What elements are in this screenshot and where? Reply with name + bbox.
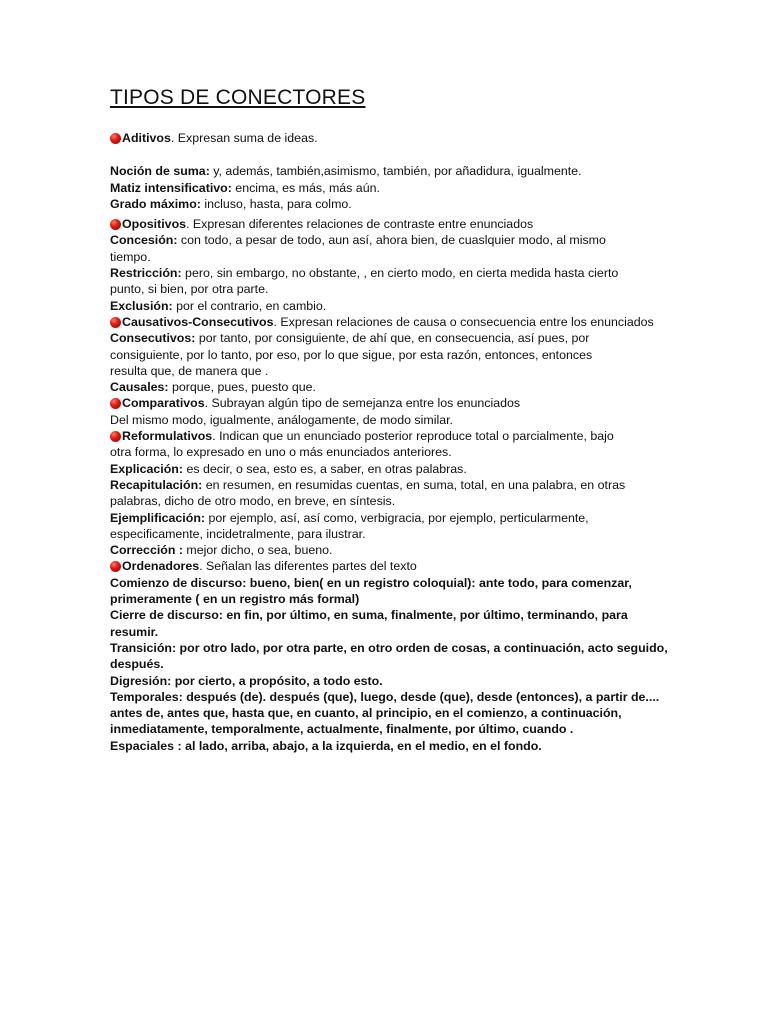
- heading-label: Opositivos: [122, 217, 187, 232]
- entry-text: por tanto, por consiguiente, de ahí que, en consecuencia, así pues, por: [195, 331, 590, 346]
- entry-label: Espaciales :: [110, 738, 182, 753]
- entry-ejemplificacion: [110, 510, 670, 526]
- entry-text: y, además, también,asimismo, también, por añadidura, igualmente.: [209, 164, 582, 179]
- heading-label: Aditivos: [122, 131, 171, 145]
- entry-comienzo: [110, 575, 670, 591]
- entry-text: mejor dicho, o sea, bueno.: [182, 543, 333, 558]
- entry-label: Corrección :: [110, 543, 183, 558]
- entry-text: porque, pues, puesto que.: [168, 380, 316, 395]
- entry-label: Concesión:: [110, 233, 178, 248]
- entry-causales: [110, 379, 670, 395]
- entry-text: con todo, a pesar de todo, aun así, ahora bien, de cuaslquier modo, al mismo: [177, 233, 606, 248]
- entry-text: al lado, arriba, abajo, a la izquierda, en el medio, en el fondo.: [181, 738, 542, 753]
- entry-text: en resumen, en resumidas cuentas, en suma, total, en una palabra, en otras: [202, 477, 626, 492]
- entry-text: inmediatamente, temporalmente, actualmente, finalmente, por último, cuando .: [110, 722, 574, 737]
- entry-consecutivos: [110, 330, 670, 346]
- entry-text: antes de, antes que, hasta que, en cuanto, al principio, en el comienzo, a continuación,: [110, 706, 622, 721]
- red-ball-bullet-icon: [110, 561, 121, 572]
- entry-transicion-cont: [110, 656, 670, 672]
- entry-comienzo-cont: [110, 591, 670, 607]
- section-heading-aditivos: [110, 130, 670, 146]
- section-heading-opositivos: [110, 216, 670, 232]
- entry-label: Explicación:: [110, 461, 183, 476]
- entry-digresion: [110, 673, 670, 689]
- entry-text: por el contrario, en cambio.: [172, 298, 327, 313]
- entry-label: Cierre de discurso:: [110, 608, 223, 623]
- entry-concesion: [110, 232, 670, 248]
- entry-label: Temporales:: [110, 689, 183, 704]
- entry-label: Grado máximo:: [110, 196, 201, 211]
- entry-label: Ejemplificación:: [110, 510, 206, 525]
- entry-text: pero, sin embargo, no obstante, , en cierto modo, en cierta medida hasta cierto: [181, 266, 619, 281]
- entry-label: Exclusión:: [110, 298, 173, 313]
- entry-text: primeramente ( en un registro más formal): [110, 592, 360, 607]
- entry-label: Matiz intensificativo:: [110, 180, 232, 195]
- entry-label: Restricción:: [110, 266, 182, 281]
- entry-matiz: [110, 180, 670, 196]
- entry-text: por ejemplo, así, así como, verbigracia, por ejemplo, perticularmente,: [205, 510, 589, 525]
- entry-text: encima, es más, más aún.: [231, 180, 380, 195]
- entry-concesion-cont: tiempo.: [110, 249, 151, 264]
- entry-nocion-suma: [110, 163, 670, 179]
- red-ball-bullet-icon: [110, 219, 121, 230]
- entry-text: es decir, o sea, esto es, a saber, en otras palabras.: [183, 461, 467, 476]
- section-heading-comparativos: [110, 395, 670, 411]
- page-title: TIPOS DE CONECTORES: [110, 86, 366, 109]
- entry-ejemplificacion-cont: especificamente, incidetralmente, para ilustrar.: [110, 526, 366, 541]
- entry-text: después.: [110, 657, 164, 672]
- entry-text: incluso, hasta, para colmo.: [200, 196, 352, 211]
- heading-description: . Expresan diferentes relaciones de contraste entre enunciados: [186, 217, 534, 232]
- entry-label: Consecutivos:: [110, 331, 196, 346]
- entry-cierre-cont: [110, 624, 670, 640]
- entry-label: Transición:: [110, 640, 177, 655]
- entry-text: bueno, bien( en un registro coloquial): ante todo, para comenzar,: [246, 575, 632, 590]
- red-ball-bullet-icon: [110, 431, 121, 442]
- entry-correccion: [110, 542, 670, 558]
- section-heading-reformulativos: [110, 428, 670, 444]
- entry-label: Noción de suma:: [110, 164, 210, 179]
- section-heading-ordenadores: [110, 558, 670, 574]
- entry-cierre: [110, 607, 670, 623]
- entry-temporales-cont: [110, 705, 670, 721]
- entry-consecutivos-cont: consiguiente, por lo tanto, por eso, por lo que sigue, por esta razón, entonces, entonces: [110, 347, 593, 362]
- entry-text: después (de). después (que), luego, desde (que), desde (entonces), a partir de....: [182, 689, 660, 704]
- heading-description: . Indican que un enunciado posterior reproduce total o parcialmente, bajo: [212, 429, 614, 444]
- entry-recapitulacion: [110, 477, 670, 493]
- entry-comparativos: Del mismo modo, igualmente, análogamente, de modo similar.: [110, 412, 453, 427]
- entry-consecutivos-cont: resulta que, de manera que .: [110, 363, 269, 378]
- entry-text: por cierto, a propósito, a todo esto.: [171, 673, 383, 688]
- entry-espaciales: [110, 738, 670, 754]
- entry-restriccion: [110, 265, 670, 281]
- entry-text: resumir.: [110, 624, 159, 639]
- heading-description: . Expresan suma de ideas.: [170, 131, 318, 145]
- entry-temporales: [110, 689, 670, 705]
- heading-label: Causativos-Consecutivos: [122, 314, 274, 329]
- entry-restriccion-cont: punto, si bien, por otra parte.: [110, 282, 269, 297]
- entry-grado: [110, 196, 670, 212]
- entry-text: en fin, por último, en suma, finalmente, por último, terminando, para: [222, 608, 628, 623]
- red-ball-bullet-icon: [110, 398, 121, 409]
- red-ball-bullet-icon: [110, 133, 121, 144]
- section-heading-causativos: [110, 314, 670, 330]
- document-body: [110, 130, 670, 754]
- heading-label: Comparativos: [122, 396, 205, 411]
- red-ball-bullet-icon: [110, 317, 121, 328]
- entry-temporales-cont: [110, 721, 670, 737]
- entry-recapitulacion-cont: palabras, dicho de otro modo, en breve, en síntesis.: [110, 494, 396, 509]
- entry-label: Causales:: [110, 380, 169, 395]
- heading-description: . Expresan relaciones de causa o consecuencia entre los enunciados: [273, 314, 654, 329]
- entry-label: Comienzo de discurso:: [110, 575, 247, 590]
- entry-text: por otro lado, por otra parte, en otro orden de cosas, a continuación, acto seguido,: [176, 640, 668, 655]
- heading-description: . Señalan las diferentes partes del texto: [199, 559, 417, 574]
- heading-description-cont: otra forma, lo expresado en uno o más enunciados anteriores.: [110, 445, 452, 460]
- heading-label: Ordenadores: [122, 559, 200, 574]
- heading-label: Reformulativos: [122, 429, 213, 444]
- heading-description: . Subrayan algún tipo de semejanza entre los enunciados: [204, 396, 521, 411]
- entry-transicion: [110, 640, 670, 656]
- entry-label: Digresión:: [110, 673, 172, 688]
- entry-exclusion: [110, 298, 670, 314]
- entry-explicacion: [110, 461, 670, 477]
- entry-label: Recapitulación:: [110, 477, 203, 492]
